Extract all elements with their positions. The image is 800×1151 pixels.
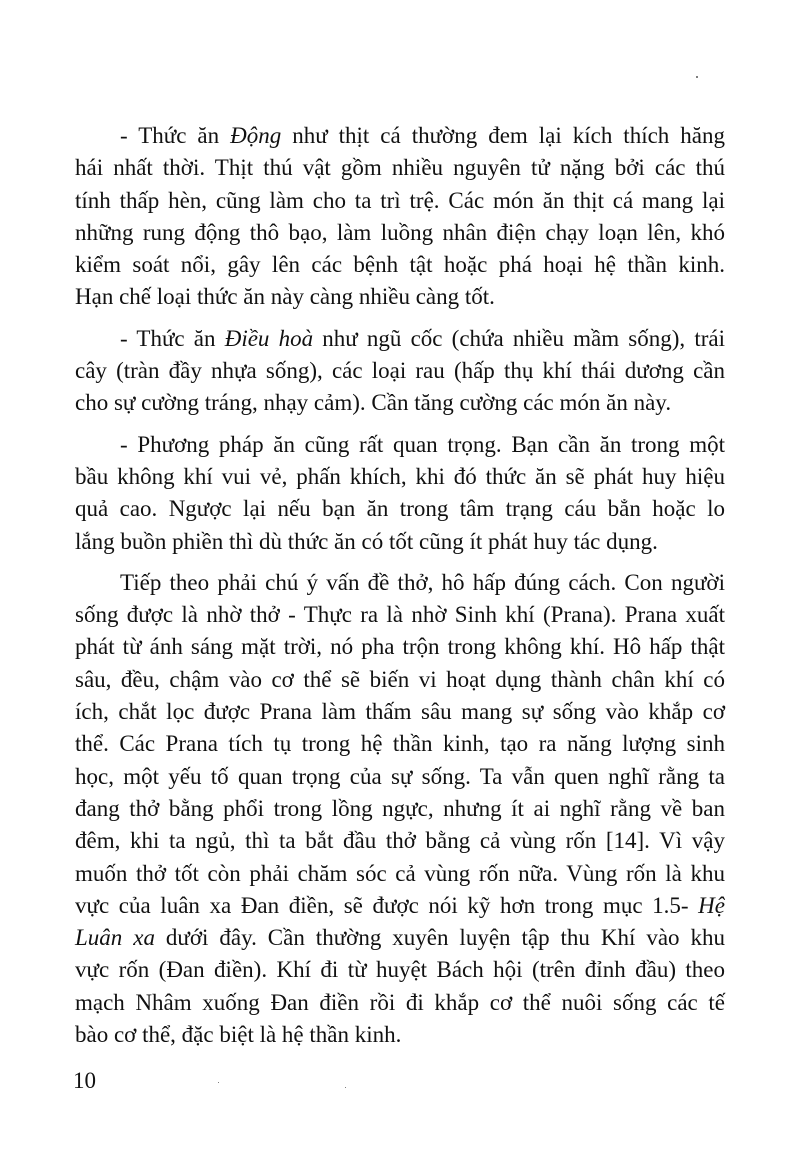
text-run: những rung động thô bạo, làm luồng nhân điện chạy loạn lên, khó: [75, 219, 725, 245]
text-line: [75, 387, 725, 419]
text-line: [75, 281, 725, 313]
text-run: thể. Các Prana tích tụ trong hệ thần kinh, tạo ra năng lượng sinh: [75, 731, 725, 757]
text-line: [75, 429, 725, 461]
text-run: vực rốn (Đan điền). Khí đi từ huyệt Bách hội (trên đỉnh đầu) theo: [75, 957, 725, 983]
text-line: [75, 922, 725, 954]
text-line: [75, 493, 725, 525]
italic-term: Điều hoà: [224, 325, 314, 351]
page-number: 10: [73, 1068, 96, 1093]
text-run: cây (tràn đầy nhựa sống), các loại rau (hấp thụ khí thái dương cần: [75, 358, 725, 384]
text-run: như ngũ cốc (chứa nhiều mầm sống), trái: [313, 325, 725, 351]
text-line: [75, 567, 725, 599]
text-line: [75, 825, 725, 857]
text-run: Hạn chế loại thức ăn này càng nhiều càng tốt.: [75, 284, 495, 310]
text-line: [75, 461, 725, 493]
text-line: [75, 954, 725, 986]
text-run: mạch Nhâm xuống Đan điền rồi đi khắp cơ thể nuôi sống các tế: [75, 989, 725, 1015]
text-run: ích, chắt lọc được Prana làm thấm sâu mang sự sống vào khắp cơ: [75, 699, 725, 725]
text-run: cho sự cường tráng, nhạy cảm). Cần tăng cường các món ăn này.: [75, 390, 672, 416]
text-line: [75, 987, 725, 1019]
text-run: - Thức ăn: [120, 325, 225, 351]
paragraph: [75, 120, 725, 314]
text-run: - Thức ăn: [120, 123, 231, 148]
text-line: [75, 761, 725, 793]
text-line: [75, 526, 725, 558]
text-line: [75, 696, 725, 728]
text-line: [75, 185, 725, 217]
text-run: học, một yếu tố quan trọng của sự sống. Ta vẫn quen nghĩ rằng ta: [75, 763, 725, 789]
text-line: [75, 355, 725, 387]
paragraph: [75, 567, 725, 1051]
paragraph: [75, 323, 725, 420]
text-line: [75, 631, 725, 663]
scan-speck: [696, 76, 698, 78]
text-run: như thịt cá thường đem lại kích thích hăng: [281, 123, 725, 148]
text-run: đang thở bằng phổi trong lồng ngực, nhưng ít ai nghĩ rằng về ban: [75, 795, 725, 821]
text-run: kiểm soát nổi, gây lên các bệnh tật hoặc phá hoại hệ thần kinh.: [75, 252, 725, 278]
text-run: quả cao. Ngược lại nếu bạn ăn trong tâm trạng cáu bẳn hoặc lo: [75, 496, 725, 522]
paragraph: [75, 429, 725, 558]
scan-speck: [218, 1082, 219, 1083]
text-run: bầu không khí vui vẻ, phấn khích, khi đó thức ăn sẽ phát huy hiệu: [75, 463, 725, 489]
text-run: sâu, đều, chậm vào cơ thể sẽ biến vi hoạt dụng thành chân khí có: [75, 666, 725, 692]
text-run: sống được là nhờ thở - Thực ra là nhờ Sinh khí (Prana). Prana xuất: [75, 602, 725, 628]
italic-term: Luân xa: [75, 925, 155, 951]
italic-term: Động: [230, 123, 282, 148]
text-run: tính thấp hèn, cũng làm cho ta trì trệ. Các món ăn thịt cá mang lại: [75, 187, 725, 213]
text-line: [75, 1019, 725, 1051]
text-line: [75, 217, 725, 249]
scan-speck: [345, 1087, 346, 1088]
text-run: muốn thở tốt còn phải chăm sóc cả vùng rốn nữa. Vùng rốn là khu: [75, 860, 725, 886]
text-run: Tiếp theo phải chú ý vấn đề thở, hô hấp đúng cách. Con người: [120, 569, 725, 595]
text-line: [75, 599, 725, 631]
text-line: [75, 120, 725, 152]
text-run: dưới đây. Cần thường xuyên luyện tập thu Khí vào khu: [154, 925, 725, 951]
text-run: phát từ ánh sáng mặt trời, nó pha trộn trong không khí. Hô hấp thật: [75, 634, 725, 660]
text-run: vực của luân xa Đan điền, sẽ được nói kỹ hơn trong mục 1.5-: [75, 892, 699, 918]
text-line: [75, 793, 725, 825]
text-line: [75, 728, 725, 760]
text-line: [75, 890, 725, 922]
text-line: [75, 323, 725, 355]
text-run: bào cơ thể, đặc biệt là hệ thần kinh.: [75, 1022, 402, 1048]
text-line: [75, 664, 725, 696]
text-run: đêm, khi ta ngủ, thì ta bắt đầu thở bằng cả vùng rốn [14]. Vì vậy: [75, 828, 725, 854]
text-run: lắng buồn phiền thì dù thức ăn có tốt cũng ít phát huy tác dụng.: [75, 528, 658, 554]
text-line: [75, 858, 725, 890]
italic-term: Hệ: [698, 892, 725, 918]
text-line: [75, 249, 725, 281]
text-run: hái nhất thời. Thịt thú vật gồm nhiều nguyên tử nặng bởi các thú: [75, 155, 725, 181]
text-line: [75, 152, 725, 184]
body-text: [75, 120, 725, 1060]
text-run: - Phương pháp ăn cũng rất quan trọng. Bạn cần ăn trong một: [120, 431, 725, 457]
